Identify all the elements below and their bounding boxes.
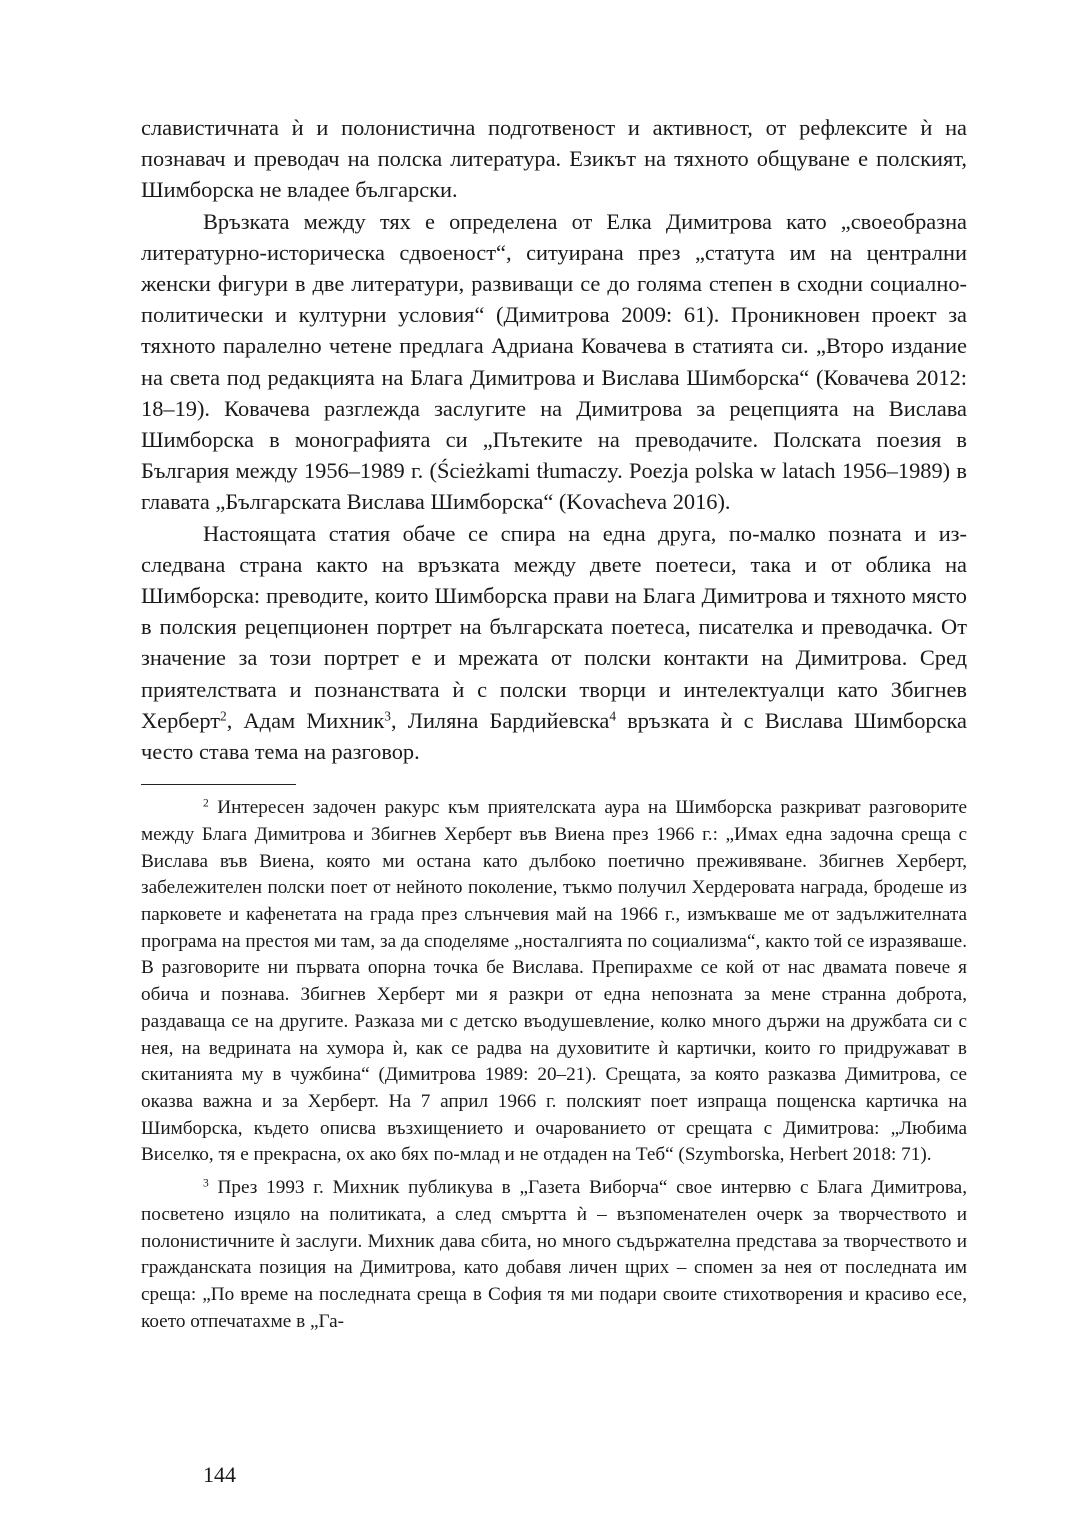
footnote-2-text: Интересен задочен ракурс към приятелската аура на Шимборска разкриват разговорите между Блага Димитрова и Збигнев Херберт във Виена през 1966 г.: „Имах една задочна среща с Вислава във Виена, която ми остана като дълбоко поетично преживяване. Збигнев Херберт, забележителен полски поет от нейното поколение, тъкмо получил Хердеровата награда, бродеше из парковете и кафенетата на града през слънчевия май на 1966 г., измъкваше ме от задължителната програма на престоя ми там, за да споделяме „носталгията по социализма“, както той се изразяваше. В разговорите ни първата опорна точка бе Вислава. Препирахме се кой от нас двамата повече я обича и познава. Збигнев Херберт ми я разкри от една непозната за мене странна доброта, раздаваща се на другите. Разказа ми с детско въодушевление, колко много държи на дружбата си с нея, на ведрината на хумора ѝ, как се радва на духовитите ѝ картички, които го придружават в скитанията му в чужбина“ (Димитрова 1989: 20–21). Срещата, за която разказва Димитрова, се оказва важна и за Херберт. На 7 април 1966 г. полският поет изпраща пощенска картичка на Шимборска, където описва възхищението и очарованието от срещата с Димитрова: „Любима Виселко, тя е прекрасна, ох ако бях по-млад и не отдаден на Теб“ (Szymborska, Herbert 2018: 71).	[141, 797, 967, 1166]
footnote-3-text: През 1993 г. Михник публикува в „Газета Виборча“ свое интервю с Блага Димитрова, посветено изцяло на политиката, а след смъртта ѝ – възпоменателен очерк за творчеството и полонистичните ѝ заслуги. Михник дава сбита, но много съдържателна представа за творчеството и гражданската позиция на Димитрова, като добавя личен щрих – спомен за нея от последната им среща: „По време на последната среща в София тя ми подари своите стихотворения и красиво есе, което отпечатахме в „Га-	[141, 1177, 967, 1332]
footnote-2	[141, 795, 967, 1169]
footnote-marker-3: 3	[203, 1177, 209, 1190]
body-paragraph-3-text: Настоящата статия обаче се спира на една друга, по-малко позната и изследвана страна както на връзката между двете поетеси, така и от облика на Шимборска: преводите, които Шимборска прави на Блага Димитрова и тяхното място в полския рецепционен портрет на българската поетеса, писателка и преводачка. От значение за този портрет е и мрежата от полски контакти на Димитрова. Сред приятелствата и познанствата ѝ с полски творци и интелектуалци като Збигнев Херберт	[141, 520, 967, 733]
footnotes	[141, 795, 967, 1335]
footnote-ref-3[interactable]: 3	[384, 708, 391, 724]
main-text	[141, 112, 967, 767]
page-content	[141, 112, 967, 1335]
page-number: 144	[203, 1462, 236, 1487]
body-paragraph-3-text: връзката ѝ с Вислава Шимборска често става тема на разговор.	[141, 707, 967, 765]
footnote-ref-2[interactable]: 2	[220, 708, 227, 724]
body-paragraph-2: Връзката между тях е определена от Елка Димитрова като „своеобразна литературно-историческа сдвоеност“, ситуирана през „статута им на централни женски фигури в две литератури, развиващи се до голяма степен в сходни социално-политически и културни условия“ (Димитрова 2009: 61). Проникновен проект за тяхното паралелно четене предлага Адриана Ковачева в статията си. „Второ издание на света под редакцията на Блага Димитрова и Вислава Шимборска“ (Ковачева 2012: 18–19). Ковачева разглежда заслугите на Димитрова за рецепцията на Вислава Шимборска в монографията си „Пътеките на преводачите. Полската поезия в България между 1956–1989 г. (Ścieżkami tłumaczy. Poezja polska w latach 1956–1989) в главата „Българската Вислава Шимборска“ (Kovacheva 2016).	[141, 208, 967, 515]
body-paragraph-3-text: , Адам Михник	[226, 707, 385, 733]
body-paragraph-3	[141, 518, 967, 768]
footnote-divider	[141, 784, 296, 785]
footnote-ref-4[interactable]: 4	[609, 708, 617, 724]
body-paragraph-1: славистичната ѝ и полонистична подготвеност и активност, от рефлексите ѝ на познавач и преводач на полска литература. Езикът на тяхното общуване е полският, Шимборска не владее български.	[141, 115, 967, 203]
footnote-marker-2: 2	[203, 797, 209, 810]
body-paragraph-3-text: , Лиляна Бардийевска	[391, 707, 610, 733]
footnote-3	[141, 1175, 967, 1335]
